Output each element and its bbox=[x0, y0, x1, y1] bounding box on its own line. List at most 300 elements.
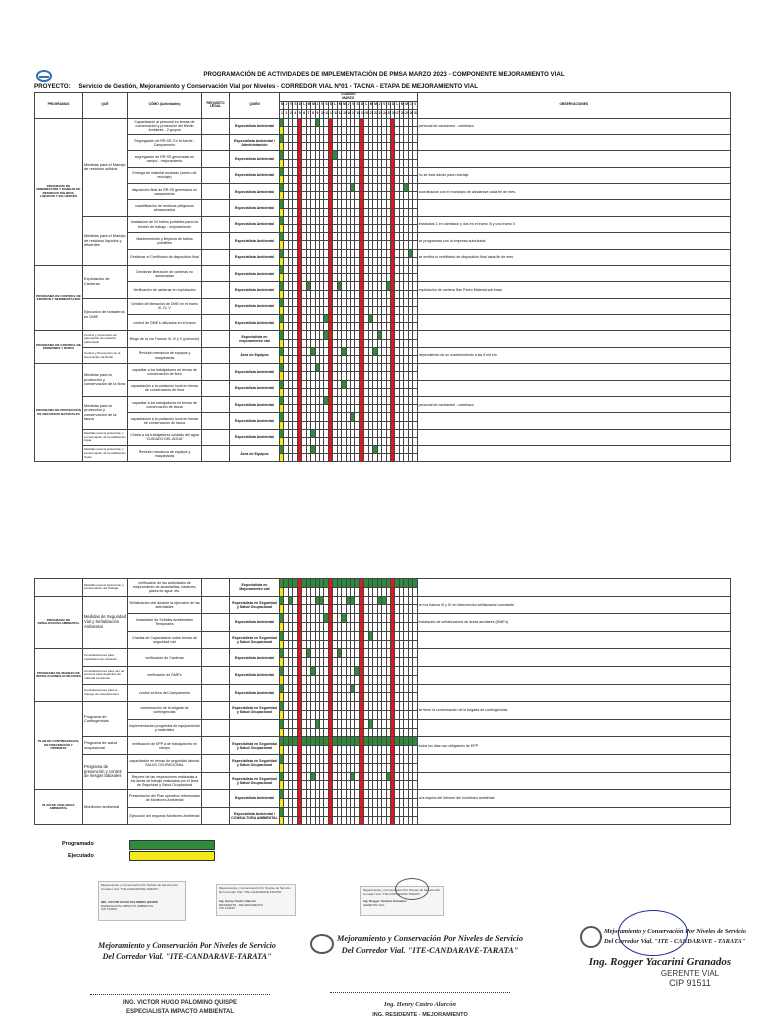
signature-scribble-icon bbox=[395, 878, 429, 900]
que-cell: Consideraciones para explotación de canteras bbox=[83, 649, 128, 667]
como-cell: conformación de la brigada de contingencias bbox=[128, 702, 202, 720]
que-cell: Medidas para la protección y conservación de la flora bbox=[83, 364, 128, 397]
como-cell: capacitación en temas de seguridad laboral: SALUD OCUPACIONAL bbox=[128, 754, 202, 772]
observaciones-cell bbox=[417, 579, 730, 597]
activity-row bbox=[35, 772, 731, 781]
day-number: 17 bbox=[351, 110, 355, 119]
day-cell-ejecutado bbox=[413, 306, 417, 314]
observaciones-cell bbox=[417, 719, 730, 737]
day-cell-ejecutado bbox=[413, 693, 417, 702]
observaciones-cell bbox=[417, 200, 730, 216]
como-cell: control al área del Campamento bbox=[128, 684, 202, 702]
signature-line-left bbox=[90, 994, 270, 995]
day-number: 18 bbox=[355, 110, 359, 119]
observaciones-cell bbox=[417, 631, 730, 649]
observaciones-cell bbox=[417, 151, 730, 167]
quien-cell: Especialista Ambiental bbox=[230, 216, 280, 232]
quien-cell: Especialista Ambiental / CONSULTORA AMBIENTAL bbox=[230, 807, 280, 825]
quien-cell: Especialista Ambiental bbox=[230, 666, 280, 684]
day-number: 19 bbox=[359, 110, 363, 119]
requisito-cell bbox=[202, 579, 230, 597]
activity-row bbox=[35, 719, 731, 728]
stamp-text: ING. VICTOR HUGO PALOMINO QUISPE bbox=[101, 900, 159, 905]
observaciones-cell: todos los dias uso obligatorio de EPP bbox=[417, 737, 730, 755]
day-letter: D bbox=[297, 101, 301, 110]
day-number: 9 bbox=[315, 110, 319, 119]
observaciones-cell: se tiene la conformación de la brigada de contingencias. bbox=[417, 702, 730, 720]
legend-programado-label: Programado bbox=[62, 841, 94, 847]
stamp-text: GERENTE VIAL bbox=[363, 902, 385, 907]
activity-row bbox=[35, 790, 731, 799]
activity-row bbox=[35, 331, 731, 339]
como-cell: verificación de EPP a de trabajadores en campo bbox=[128, 737, 202, 755]
day-cell-ejecutado bbox=[413, 421, 417, 429]
activity-row bbox=[35, 807, 731, 816]
programa-cell: PROGRAMA DE MINIMIZACIÓN Y MANEJO DE RESIDUOS SÓLIDOS, LÍQUIDOS Y EFLUENTES bbox=[35, 118, 83, 265]
quien-cell: Especialista Ambiental bbox=[230, 233, 280, 249]
day-number: 30 bbox=[408, 110, 412, 119]
header-requisito-legal: REQUISITO LEGAL bbox=[202, 93, 230, 119]
que-cell: Medidas para la protección y conservación del Paisaje bbox=[83, 579, 128, 597]
requisito-cell bbox=[202, 737, 230, 755]
observaciones-cell: personal de candarave - cambiaco bbox=[417, 118, 730, 134]
day-cell-ejecutado bbox=[413, 640, 417, 649]
activity-row bbox=[35, 249, 731, 257]
requisito-cell bbox=[202, 315, 230, 331]
caption-left-2: Del Corredor Vial. "ITE-CANDARAVE-TARATA" bbox=[102, 952, 272, 961]
como-cell: Riego de la vía Tramos III, IV y V (polvorón) bbox=[128, 331, 202, 347]
que-cell: Control y Prevención de la Generación de Ruido bbox=[83, 347, 128, 363]
requisito-cell bbox=[202, 118, 230, 134]
day-letter: M bbox=[280, 101, 284, 110]
activity-row bbox=[35, 282, 731, 290]
requisito-cell bbox=[202, 649, 230, 667]
schedule-table-1 bbox=[34, 92, 731, 462]
day-cell-ejecutado bbox=[413, 587, 417, 596]
day-letter: J bbox=[315, 101, 319, 110]
activity-row bbox=[35, 446, 731, 454]
activity-row bbox=[35, 702, 731, 711]
programa-cell: PLAN DE VIGILANCIA AMBIENTAL bbox=[35, 790, 83, 825]
quien-cell: Especialista Ambiental bbox=[230, 684, 280, 702]
header-quien: QUIÉN bbox=[230, 93, 280, 119]
programa-cell: PROGRAMA DE CONTROL DE EROSIÓN Y SEDIMENTACIÓN bbox=[35, 265, 83, 331]
day-cell-ejecutado bbox=[413, 372, 417, 380]
quien-cell: Especialista en Seguridad y Salud Ocupacional bbox=[230, 754, 280, 772]
activity-row bbox=[35, 200, 731, 208]
quien-cell: Especialista Ambiental bbox=[230, 265, 280, 281]
signer-right-name: Ing. Rogger Yacarini Granados bbox=[588, 956, 732, 968]
quien-cell: Especialista Ambiental bbox=[230, 790, 280, 808]
day-letter: S bbox=[324, 101, 328, 110]
observaciones-cell bbox=[417, 446, 730, 462]
day-number: 12 bbox=[328, 110, 332, 119]
que-cell: Consideraciones para el manejo de campamentos bbox=[83, 684, 128, 702]
day-cell-ejecutado bbox=[413, 388, 417, 396]
day-cell-ejecutado bbox=[413, 126, 417, 134]
requisito-cell bbox=[202, 790, 230, 808]
day-number: 22 bbox=[373, 110, 377, 119]
activity-row bbox=[35, 614, 731, 623]
observaciones-cell: personal de candarave - cambiaco bbox=[417, 396, 730, 412]
que-cell: Programa de Contingencias bbox=[83, 702, 128, 737]
requisito-cell bbox=[202, 614, 230, 632]
day-letter: J bbox=[346, 101, 350, 110]
quien-cell: Especialista Ambiental / Administración bbox=[230, 134, 280, 150]
stamp-text: Mejoramiento y Conservación Por Niveles de Servicio Del Corredor Vial: "ITE-CANDARAVE-TARATA" bbox=[219, 886, 291, 894]
caption-left-1: Mejoramiento y Conservación Por Niveles de Servicio bbox=[98, 941, 276, 950]
observaciones-cell bbox=[417, 364, 730, 380]
observaciones-cell bbox=[417, 265, 730, 281]
day-number: 13 bbox=[333, 110, 337, 119]
activity-row bbox=[35, 596, 731, 605]
stamp-text: Ing. Henry Castro Alarcón bbox=[219, 899, 256, 904]
caption-mid-2: Del Corredor Vial. "ITE-CANDARAVE-TARATA" bbox=[341, 946, 519, 955]
day-number: 23 bbox=[377, 110, 381, 119]
day-cell-ejecutado bbox=[413, 290, 417, 298]
day-letter: M bbox=[342, 101, 346, 110]
stamp-text: Ing. Rogger Yacarini Granados bbox=[363, 899, 407, 904]
observaciones-cell: coordinacion con el municipio de candarave cada fin de mes. bbox=[417, 184, 730, 200]
activity-row bbox=[35, 380, 731, 388]
como-cell: Segregación de RR.SS. En la fuente - Campamento bbox=[128, 134, 202, 150]
activity-row bbox=[35, 737, 731, 746]
day-letter: S bbox=[355, 101, 359, 110]
activity-row bbox=[35, 184, 731, 192]
legend-ejecutado-swatch bbox=[129, 851, 215, 861]
day-letter: D bbox=[328, 101, 332, 110]
day-cell-ejecutado bbox=[413, 356, 417, 364]
requisito-cell bbox=[202, 282, 230, 298]
signer-left-role: ESPECIALISTA IMPACTO AMBIENTAL bbox=[125, 1009, 235, 1015]
signature-line-mid bbox=[330, 992, 510, 993]
day-number: 14 bbox=[337, 110, 341, 119]
day-cell-ejecutado bbox=[413, 781, 417, 790]
que-cell: Medidas para la protección y conservación de la calidad del Agua bbox=[83, 429, 128, 445]
header-observaciones: OBSERVACIONES bbox=[417, 93, 730, 119]
quien-cell: Especialista en Seguridad y Salud Ocupacional bbox=[230, 631, 280, 649]
como-cell: Reporte de las inspecciones realizadas a los áreas de trabajo realizados por el Área de Seguridad y Salud Ocupacional bbox=[128, 772, 202, 790]
day-cell-ejecutado bbox=[413, 675, 417, 684]
day-letter: J bbox=[377, 101, 381, 110]
activity-row bbox=[35, 649, 731, 658]
como-cell: Gestionar liberación de canteras no autorizadas bbox=[128, 265, 202, 281]
programa-cell bbox=[35, 579, 83, 597]
que-cell: Medidas de Seguridad Vial y Señalización Ambiental bbox=[83, 596, 128, 649]
day-letter: M bbox=[311, 101, 315, 110]
day-cell-ejecutado bbox=[413, 710, 417, 719]
project-text: Servicio de Gestión, Mejoramiento y Conservación Vial por Niveles - CORREDOR VIAL Nº01 - TACNA - ETAPA DE MEJORAMIENTO VIAL bbox=[78, 83, 479, 90]
day-number: 20 bbox=[364, 110, 368, 119]
stamp-text: Mejoramiento y Conservación Por Niveles de Servicio Del Corredor Vial: "ITE-CANDARAVE-TARATA" bbox=[101, 883, 178, 891]
requisito-cell bbox=[202, 719, 230, 737]
activity-row bbox=[35, 364, 731, 372]
stamp-text: CIP 123456 bbox=[219, 906, 235, 911]
day-cell-ejecutado bbox=[413, 323, 417, 331]
day-cell-ejecutado bbox=[413, 405, 417, 413]
header-que: QUÉ bbox=[83, 93, 128, 119]
observaciones-cell bbox=[417, 315, 730, 331]
que-cell: Medidas para el Manejo de residuos líquidos y efluentes bbox=[83, 216, 128, 265]
header-cuando-label: CUANDO bbox=[341, 92, 356, 96]
day-cell-ejecutado bbox=[413, 798, 417, 807]
activity-row bbox=[35, 684, 731, 693]
activity-row bbox=[35, 118, 731, 126]
day-cell-ejecutado bbox=[413, 728, 417, 737]
day-cell-ejecutado bbox=[413, 274, 417, 282]
como-cell: control de DME's utilizados en el tramo bbox=[128, 315, 202, 331]
day-cell-ejecutado bbox=[413, 454, 417, 462]
day-cell-ejecutado bbox=[413, 225, 417, 233]
como-cell: capacitar a los trabajadores en temas de conservación de fauna bbox=[128, 396, 202, 412]
day-cell-ejecutado bbox=[413, 622, 417, 631]
day-number: 26 bbox=[390, 110, 394, 119]
quien-cell: Especialista Ambiental bbox=[230, 413, 280, 429]
activity-row bbox=[35, 579, 731, 588]
day-letter: V bbox=[351, 101, 355, 110]
signer-mid-name: Ing. Henry Castro Alarcón bbox=[384, 1001, 456, 1008]
requisito-cell bbox=[202, 200, 230, 216]
header-row bbox=[35, 93, 731, 102]
day-letter: M bbox=[337, 101, 341, 110]
requisito-cell bbox=[202, 684, 230, 702]
quien-cell: Especialista Ambiental bbox=[230, 298, 280, 314]
requisito-cell bbox=[202, 380, 230, 396]
day-letter: M bbox=[399, 101, 403, 110]
day-cell-ejecutado bbox=[413, 816, 417, 825]
stamp-text: ESPECIALISTA IMPACTO AMBIENTAL bbox=[101, 903, 154, 908]
stamp-right-1: Mejoramiento y Conservación Por Niveles de Servicio bbox=[604, 928, 746, 935]
stamp-text: CIP 123456 bbox=[101, 907, 117, 912]
day-cell-ejecutado bbox=[413, 763, 417, 772]
quien-cell: Especialista Ambiental bbox=[230, 184, 280, 200]
activity-row bbox=[35, 347, 731, 355]
programa-cell: PROGRAMA DE CONTROL DE EMISIONES Y RUIDO bbox=[35, 331, 83, 364]
seal-logo-icon bbox=[310, 934, 334, 954]
observaciones-cell bbox=[417, 807, 730, 825]
day-letter: M bbox=[404, 101, 408, 110]
seal-logo-icon bbox=[580, 926, 602, 948]
activity-row bbox=[35, 413, 731, 421]
quien-cell: Especialista Ambiental bbox=[230, 380, 280, 396]
que-cell: Programa de salud ocupacional bbox=[83, 737, 128, 755]
header-cuando bbox=[280, 93, 418, 102]
que-cell: Programa de prevención y control de riesgos laborales bbox=[83, 754, 128, 789]
day-cell-ejecutado bbox=[413, 175, 417, 183]
observaciones-cell: instalados 1 en cambiaco y dos en el tramo III y uno tramo V. bbox=[417, 216, 730, 232]
como-cell: Gestión de liberación de DME en el tramo III, IV, V bbox=[128, 298, 202, 314]
como-cell: Charla a los trabajadores cuidado del agua "CUIDADO DEL AGUA" bbox=[128, 429, 202, 445]
signature-scribble-icon bbox=[618, 910, 688, 956]
schedule-table-2 bbox=[34, 578, 731, 825]
quien-cell: Especialista Ambiental bbox=[230, 396, 280, 412]
day-cell-ejecutado bbox=[413, 437, 417, 445]
programa-cell: PLAN DE CONTINGENCIAS, DE PREVENCIÓN Y PÉRDIDAS bbox=[35, 702, 83, 790]
observaciones-cell bbox=[417, 429, 730, 445]
day-number: 16 bbox=[346, 110, 350, 119]
quien-cell: Especialista en Seguridad y Salud Ocupacional bbox=[230, 772, 280, 790]
day-number: 6 bbox=[302, 110, 306, 119]
como-cell: Capacitación al personal en temas de conservación y protección del Medio Ambiente - 2 grupos bbox=[128, 118, 202, 134]
observaciones-cell bbox=[417, 380, 730, 396]
observaciones-cell bbox=[417, 666, 730, 684]
requisito-cell bbox=[202, 446, 230, 462]
quien-cell: Especialista Ambiental bbox=[230, 614, 280, 632]
observaciones-cell: explotación de cantera San Pedro Material sub base bbox=[417, 282, 730, 298]
activity-row bbox=[35, 233, 731, 241]
quien-cell: Área de Equipos bbox=[230, 347, 280, 363]
day-number: 21 bbox=[368, 110, 372, 119]
day-letter: L bbox=[395, 101, 399, 110]
que-cell: Medidas para la protección y conservación de la calidad del Suelo bbox=[83, 446, 128, 462]
requisito-cell bbox=[202, 265, 230, 281]
project-label: PROYECTO: bbox=[34, 83, 71, 90]
como-cell: Entrega de material reciclado (centro de reciclaje) bbox=[128, 167, 202, 183]
day-number: 27 bbox=[395, 110, 399, 119]
requisito-cell bbox=[202, 631, 230, 649]
como-cell: Implementación progresiva de equipamiento y materiales bbox=[128, 719, 202, 737]
como-cell: Señalización vial durante la ejecución de las actividades bbox=[128, 596, 202, 614]
day-letter: J bbox=[284, 101, 288, 110]
header-mes-label: MARZO bbox=[342, 95, 355, 100]
quien-cell: Especialista en mejoramiento vial bbox=[230, 331, 280, 347]
header-programas: PROGRAMAS bbox=[35, 93, 83, 119]
como-cell: Charlas de Capacitación sobre temas de seguridad vial bbox=[128, 631, 202, 649]
como-cell: verificación de DME's bbox=[128, 666, 202, 684]
stamp-text: Mejoramiento y Conservación Por Niveles de Servicio Del Corredor Vial: "ITE-CANDARAVE-TARATA" bbox=[363, 888, 440, 896]
day-letter: S bbox=[293, 101, 297, 110]
como-cell: Instalación de Señales Ambientales Temporales bbox=[128, 614, 202, 632]
activity-row bbox=[35, 315, 731, 323]
day-letter: M bbox=[306, 101, 310, 110]
como-cell: Revisión mecánica de equipos y maquinarias bbox=[128, 347, 202, 363]
requisito-cell bbox=[202, 429, 230, 445]
quien-cell: Especialista Ambiental bbox=[230, 118, 280, 134]
day-number: 5 bbox=[297, 110, 301, 119]
programa-cell: PROGRAMA DE MANEJO DE INSTALACIONES AUXILIARES bbox=[35, 649, 83, 702]
day-cell-ejecutado bbox=[413, 257, 417, 265]
activity-row bbox=[35, 429, 731, 437]
observaciones-cell: se programara con la empresa autorizada bbox=[417, 233, 730, 249]
como-cell: Ejecución del segundo Monitoreo Ambiental bbox=[128, 807, 202, 825]
como-cell: disposición final de RR.SS generados en campamento bbox=[128, 184, 202, 200]
observaciones-cell bbox=[417, 684, 730, 702]
day-number: 24 bbox=[382, 110, 386, 119]
que-cell: Control y prevención de generación de material particulado bbox=[83, 331, 128, 347]
quien-cell: Especialista en Seguridad y Salud Ocupacional bbox=[230, 737, 280, 755]
requisito-cell bbox=[202, 364, 230, 380]
activity-row bbox=[35, 666, 731, 675]
como-cell: verificación de Canteras bbox=[128, 649, 202, 667]
day-letter: S bbox=[386, 101, 390, 110]
day-cell-ejecutado bbox=[413, 143, 417, 151]
observaciones-cell bbox=[417, 649, 730, 667]
activity-row bbox=[35, 151, 731, 159]
como-cell: verificación de las actividades de mejoramiento de alcantarillas, badenes, pases de agua, etc. bbox=[128, 579, 202, 597]
observaciones-cell bbox=[417, 134, 730, 150]
day-cell-ejecutado bbox=[413, 192, 417, 200]
requisito-cell bbox=[202, 666, 230, 684]
requisito-cell bbox=[202, 151, 230, 167]
observaciones-cell bbox=[417, 754, 730, 772]
quien-cell: Especialista Ambiental bbox=[230, 200, 280, 216]
day-letter: V bbox=[382, 101, 386, 110]
observaciones-cell: se emitira el certificado de disposición final cada fin de mes bbox=[417, 249, 730, 265]
requisito-cell bbox=[202, 754, 230, 772]
activity-row bbox=[35, 754, 731, 763]
day-letter: D bbox=[359, 101, 363, 110]
como-cell: Mantenimiento y limpieza de baños portátiles bbox=[128, 233, 202, 249]
day-number: 28 bbox=[399, 110, 403, 119]
como-cell: Presentación del Plan operativo reformulado de Monitoreo Ambiental bbox=[128, 790, 202, 808]
requisito-cell bbox=[202, 216, 230, 232]
quien-cell: Especialista en Seguridad y Salud Ocupacional bbox=[230, 596, 280, 614]
day-letter: L bbox=[364, 101, 368, 110]
quien-cell: Especialista en Mejoramiento vial bbox=[230, 579, 280, 597]
como-cell: segregación de RR.SS generadas en campo - mejoramiento bbox=[128, 151, 202, 167]
quien-cell bbox=[230, 719, 280, 737]
signer-mid-role: ING. RESIDENTE - MEJORAMIENTO bbox=[372, 1012, 468, 1018]
day-letter: M bbox=[368, 101, 372, 110]
requisito-cell bbox=[202, 396, 230, 412]
quien-cell: Especialista Ambiental bbox=[230, 167, 280, 183]
quien-cell: Especialista Ambiental bbox=[230, 429, 280, 445]
quien-cell: Especialista Ambiental bbox=[230, 151, 280, 167]
observaciones-cell: a la espera del informe del monitoreo ambiental bbox=[417, 790, 730, 808]
observaciones-cell bbox=[417, 331, 730, 347]
que-cell: Explotación de Canteras bbox=[83, 265, 128, 298]
requisito-cell bbox=[202, 347, 230, 363]
day-number: 7 bbox=[306, 110, 310, 119]
day-cell-ejecutado bbox=[413, 241, 417, 249]
day-cell-ejecutado bbox=[413, 208, 417, 216]
requisito-cell bbox=[202, 134, 230, 150]
quien-cell: Especialista Ambiental bbox=[230, 649, 280, 667]
requisito-cell bbox=[202, 413, 230, 429]
requisito-cell bbox=[202, 596, 230, 614]
day-number: 25 bbox=[386, 110, 390, 119]
que-cell: Ejecución de botaderos en DME bbox=[83, 298, 128, 331]
requisito-cell bbox=[202, 702, 230, 720]
day-number: 4 bbox=[293, 110, 297, 119]
como-cell: Gestionar el Certificado de disposición final bbox=[128, 249, 202, 265]
project-line bbox=[34, 83, 478, 90]
day-cell-ejecutado bbox=[413, 159, 417, 167]
day-number: 11 bbox=[324, 110, 328, 119]
activity-row bbox=[35, 298, 731, 306]
requisito-cell bbox=[202, 807, 230, 825]
day-letter: D bbox=[390, 101, 394, 110]
como-cell: capacitación a la población local en temas de conservación de fauna bbox=[128, 413, 202, 429]
como-cell: capacitar a los trabajadores en temas de conservación de flora bbox=[128, 364, 202, 380]
requisito-cell bbox=[202, 331, 230, 347]
day-letter: L bbox=[302, 101, 306, 110]
como-cell: Instalación de 04 baños portátiles para los frentes de trabajo - mejoramiento bbox=[128, 216, 202, 232]
observaciones-cell: no se esta dando para reciclaje bbox=[417, 167, 730, 183]
como-cell: Revisión mecánica de equipos y maquinarias bbox=[128, 446, 202, 462]
requisito-cell bbox=[202, 184, 230, 200]
legend-ejecutado-label: Ejecutado bbox=[68, 853, 94, 859]
day-cell-ejecutado bbox=[413, 605, 417, 614]
stamp-left-top bbox=[98, 881, 186, 921]
day-cell-ejecutado bbox=[413, 746, 417, 755]
requisito-cell bbox=[202, 298, 230, 314]
header-como: CÓMO (Actividades) bbox=[128, 93, 202, 119]
day-number: 29 bbox=[404, 110, 408, 119]
activity-row bbox=[35, 167, 731, 175]
quien-cell: Especialista Ambiental bbox=[230, 364, 280, 380]
signer-right-role: GERENTE VIAL bbox=[660, 969, 720, 978]
